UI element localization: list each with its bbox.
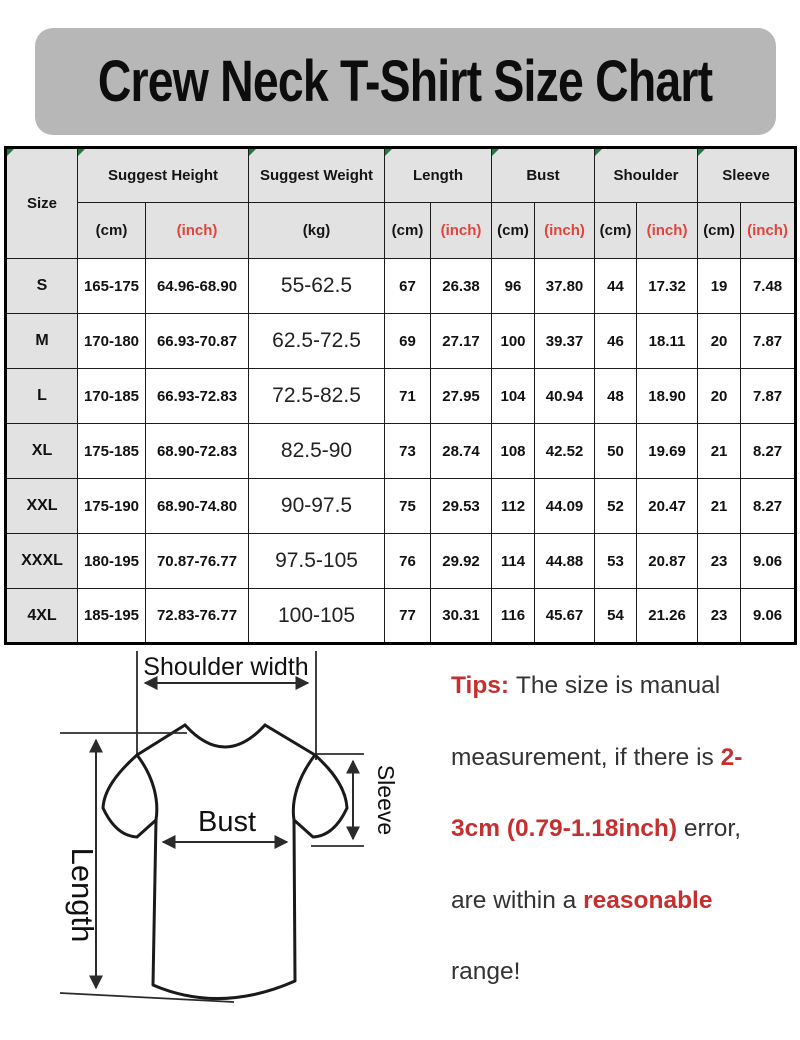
sleeve-label: Sleeve bbox=[373, 764, 399, 836]
cell-sleeve-inch: 7.48 bbox=[741, 259, 796, 314]
size-table-body bbox=[6, 259, 796, 644]
table-row bbox=[6, 424, 796, 479]
shoulder-width-label: Shoulder width bbox=[143, 653, 309, 681]
cell-length-inch: 27.17 bbox=[431, 314, 492, 369]
header-row-groups bbox=[6, 148, 796, 203]
cell-weight-kg: 55-62.5 bbox=[249, 259, 385, 314]
tips-text-segment: measurement, if there is bbox=[451, 743, 721, 771]
cell-size: XL bbox=[6, 424, 78, 479]
cell-sleeve-cm: 20 bbox=[698, 369, 741, 424]
table-row bbox=[6, 479, 796, 534]
tips-line bbox=[451, 865, 796, 937]
cell-shoulder-inch: 17.32 bbox=[637, 259, 698, 314]
tips-text-segment: The size is manual bbox=[515, 672, 721, 699]
tips-text-segment: range! bbox=[451, 958, 521, 985]
cell-weight-kg: 100-105 bbox=[249, 589, 385, 644]
cell-shoulder-cm: 48 bbox=[595, 369, 637, 424]
tshirt-outline bbox=[103, 725, 347, 999]
tips-line bbox=[451, 650, 796, 722]
cell-shoulder-cm: 50 bbox=[595, 424, 637, 479]
cell-shoulder-cm: 54 bbox=[595, 589, 637, 644]
cell-weight-kg: 62.5-72.5 bbox=[249, 314, 385, 369]
bust-label: Bust bbox=[197, 806, 257, 838]
cell-length-cm: 75 bbox=[385, 479, 431, 534]
table-row bbox=[6, 534, 796, 589]
cell-weight-kg: 90-97.5 bbox=[249, 479, 385, 534]
cell-height-inch: 64.96-68.90 bbox=[146, 259, 249, 314]
cell-size: L bbox=[6, 369, 78, 424]
cell-shoulder-inch: 20.47 bbox=[637, 479, 698, 534]
unit-length-inch: (inch) bbox=[431, 203, 492, 259]
cell-shoulder-inch: 19.69 bbox=[637, 424, 698, 479]
cell-bust-inch: 44.09 bbox=[535, 479, 595, 534]
cell-bust-cm: 112 bbox=[492, 479, 535, 534]
tips-line bbox=[451, 936, 796, 1008]
table-row bbox=[6, 259, 796, 314]
header-suggest-weight: Suggest Weight bbox=[249, 148, 385, 203]
cell-bust-inch: 40.94 bbox=[535, 369, 595, 424]
table-row bbox=[6, 314, 796, 369]
header-length: Length bbox=[385, 148, 492, 203]
cell-length-inch: 28.74 bbox=[431, 424, 492, 479]
unit-length-cm: (cm) bbox=[385, 203, 431, 259]
header-row-units bbox=[6, 203, 796, 259]
cell-bust-inch: 45.67 bbox=[535, 589, 595, 644]
shoulder-seams bbox=[137, 725, 315, 755]
cell-bust-inch: 42.52 bbox=[535, 424, 595, 479]
cell-sleeve-inch: 7.87 bbox=[741, 369, 796, 424]
cell-height-cm: 175-190 bbox=[78, 479, 146, 534]
unit-weight-kg: (kg) bbox=[249, 203, 385, 259]
cell-height-cm: 185-195 bbox=[78, 589, 146, 644]
cell-sleeve-cm: 23 bbox=[698, 534, 741, 589]
tshirt-measurement-diagram bbox=[20, 645, 440, 1040]
cell-height-inch: 70.87-76.77 bbox=[146, 534, 249, 589]
left-sleeve bbox=[103, 755, 156, 837]
cell-length-inch: 30.31 bbox=[431, 589, 492, 644]
cell-shoulder-cm: 53 bbox=[595, 534, 637, 589]
cell-size: S bbox=[6, 259, 78, 314]
cell-bust-inch: 44.88 bbox=[535, 534, 595, 589]
cell-bust-cm: 108 bbox=[492, 424, 535, 479]
cell-bust-inch: 37.80 bbox=[535, 259, 595, 314]
cell-length-inch: 27.95 bbox=[431, 369, 492, 424]
cell-bust-cm: 100 bbox=[492, 314, 535, 369]
cell-bust-cm: 96 bbox=[492, 259, 535, 314]
unit-sleeve-cm: (cm) bbox=[698, 203, 741, 259]
cell-length-cm: 77 bbox=[385, 589, 431, 644]
cell-sleeve-inch: 7.87 bbox=[741, 314, 796, 369]
header-shoulder: Shoulder bbox=[595, 148, 698, 203]
cell-shoulder-inch: 21.26 bbox=[637, 589, 698, 644]
cell-size: XXXL bbox=[6, 534, 78, 589]
cell-sleeve-inch: 9.06 bbox=[741, 589, 796, 644]
cell-height-cm: 170-185 bbox=[78, 369, 146, 424]
cell-sleeve-cm: 21 bbox=[698, 479, 741, 534]
size-table bbox=[4, 146, 797, 645]
cell-bust-inch: 39.37 bbox=[535, 314, 595, 369]
tips-text-segment: 2- bbox=[720, 743, 743, 771]
cell-shoulder-inch: 20.87 bbox=[637, 534, 698, 589]
tips-text-segment: 3cm (0.79-1.18inch) bbox=[451, 815, 684, 842]
cell-height-inch: 66.93-72.83 bbox=[146, 369, 249, 424]
cell-height-inch: 68.90-72.83 bbox=[146, 424, 249, 479]
cell-sleeve-inch: 8.27 bbox=[741, 424, 796, 479]
cell-bust-cm: 116 bbox=[492, 589, 535, 644]
cell-height-inch: 68.90-74.80 bbox=[146, 479, 249, 534]
unit-shoulder-inch: (inch) bbox=[637, 203, 698, 259]
cell-size: 4XL bbox=[6, 589, 78, 644]
cell-bust-cm: 104 bbox=[492, 369, 535, 424]
cell-size: XXL bbox=[6, 479, 78, 534]
cell-sleeve-inch: 8.27 bbox=[741, 479, 796, 534]
left-armhole-seam bbox=[137, 755, 157, 820]
cell-length-inch: 29.92 bbox=[431, 534, 492, 589]
cell-length-cm: 69 bbox=[385, 314, 431, 369]
cell-sleeve-cm: 20 bbox=[698, 314, 741, 369]
cell-shoulder-inch: 18.11 bbox=[637, 314, 698, 369]
cell-sleeve-cm: 21 bbox=[698, 424, 741, 479]
cell-height-cm: 175-185 bbox=[78, 424, 146, 479]
tips-note bbox=[451, 650, 796, 1008]
page-title: Crew Neck T-Shirt Size Chart bbox=[98, 49, 713, 114]
cell-length-cm: 71 bbox=[385, 369, 431, 424]
tips-line bbox=[451, 793, 796, 865]
cell-height-inch: 72.83-76.77 bbox=[146, 589, 249, 644]
unit-height-inch: (inch) bbox=[146, 203, 249, 259]
right-sleeve bbox=[294, 755, 347, 837]
cell-length-inch: 29.53 bbox=[431, 479, 492, 534]
cell-height-cm: 170-180 bbox=[78, 314, 146, 369]
unit-bust-cm: (cm) bbox=[492, 203, 535, 259]
cell-weight-kg: 97.5-105 bbox=[249, 534, 385, 589]
cell-length-inch: 26.38 bbox=[431, 259, 492, 314]
cell-height-cm: 165-175 bbox=[78, 259, 146, 314]
cell-sleeve-cm: 23 bbox=[698, 589, 741, 644]
right-armhole-seam bbox=[293, 755, 315, 820]
unit-height-cm: (cm) bbox=[78, 203, 146, 259]
cell-sleeve-cm: 19 bbox=[698, 259, 741, 314]
tips-text-segment: reasonable bbox=[583, 886, 713, 914]
cell-height-cm: 180-195 bbox=[78, 534, 146, 589]
tips-line bbox=[451, 722, 796, 794]
cell-shoulder-cm: 52 bbox=[595, 479, 637, 534]
header-bust: Bust bbox=[492, 148, 595, 203]
body-and-hem bbox=[153, 820, 295, 999]
tips-text-segment: are within a bbox=[451, 886, 584, 914]
cell-length-cm: 73 bbox=[385, 424, 431, 479]
cell-bust-cm: 114 bbox=[492, 534, 535, 589]
tips-text-segment: error, bbox=[683, 815, 742, 842]
cell-weight-kg: 82.5-90 bbox=[249, 424, 385, 479]
unit-shoulder-cm: (cm) bbox=[595, 203, 637, 259]
cell-shoulder-cm: 44 bbox=[595, 259, 637, 314]
title-banner bbox=[35, 28, 776, 135]
length-label: Length bbox=[65, 847, 100, 943]
unit-sleeve-inch: (inch) bbox=[741, 203, 796, 259]
cell-length-cm: 76 bbox=[385, 534, 431, 589]
tips-text-segment: Tips: bbox=[451, 672, 516, 699]
cell-sleeve-inch: 9.06 bbox=[741, 534, 796, 589]
header-size: Size bbox=[6, 148, 78, 259]
unit-bust-inch: (inch) bbox=[535, 203, 595, 259]
cell-length-cm: 67 bbox=[385, 259, 431, 314]
cell-size: M bbox=[6, 314, 78, 369]
cell-shoulder-cm: 46 bbox=[595, 314, 637, 369]
cell-height-inch: 66.93-70.87 bbox=[146, 314, 249, 369]
cell-shoulder-inch: 18.90 bbox=[637, 369, 698, 424]
table-row bbox=[6, 369, 796, 424]
cell-weight-kg: 72.5-82.5 bbox=[249, 369, 385, 424]
header-sleeve: Sleeve bbox=[698, 148, 796, 203]
header-suggest-height: Suggest Height bbox=[78, 148, 249, 203]
collar bbox=[185, 725, 265, 747]
table-row bbox=[6, 589, 796, 644]
